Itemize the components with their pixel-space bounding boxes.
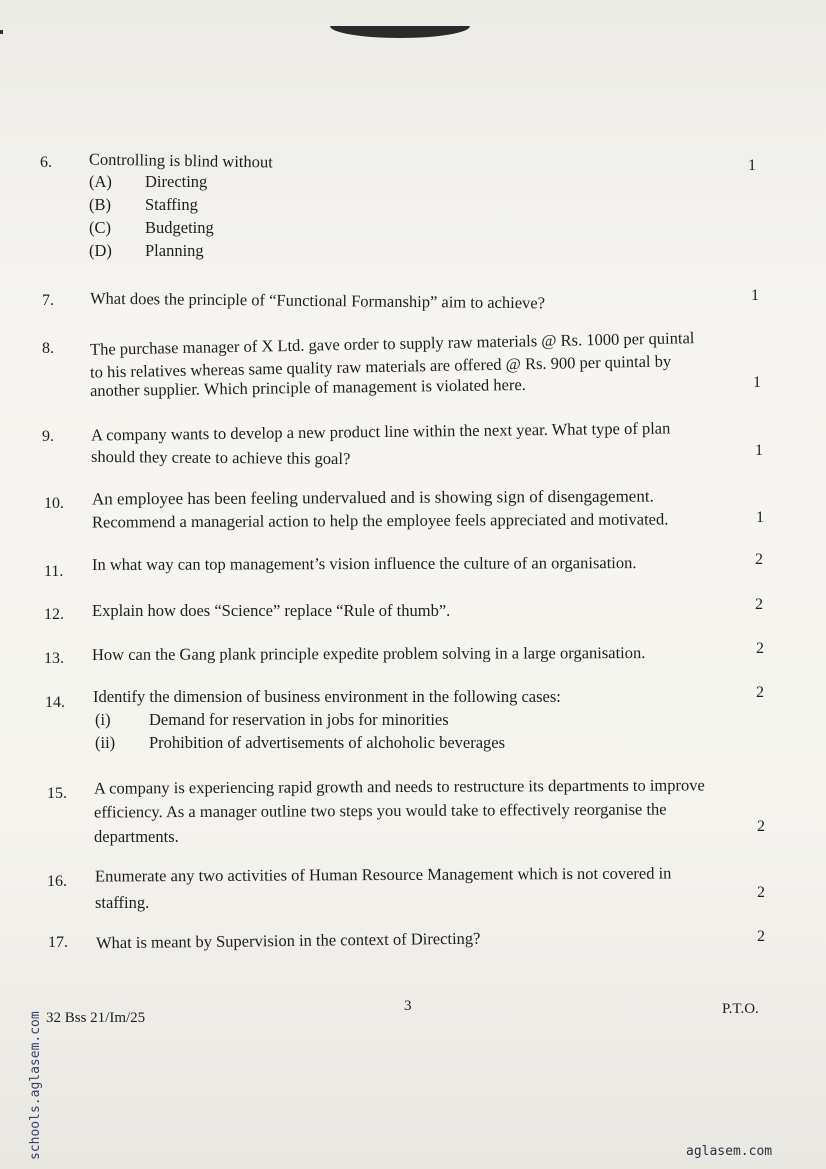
option-label: (i) (95, 710, 111, 729)
page-number: 3 (404, 998, 412, 1014)
question-number: 9. (42, 428, 54, 445)
question-marks: 2 (756, 640, 764, 657)
question-number: 16. (47, 873, 67, 890)
question-marks: 1 (755, 442, 763, 459)
question-number: 14. (45, 694, 65, 711)
question-text: Controlling is blind without (88, 149, 273, 172)
option (89, 172, 207, 192)
question-text-line: Enumerate any two activities of Human Resource Management which is not covered in (94, 863, 672, 886)
question-number: 10. (44, 495, 64, 512)
question-number: 17. (48, 934, 68, 951)
question-marks: 1 (753, 374, 761, 391)
question-number: 8. (42, 340, 54, 357)
question-text-line: departments. (94, 827, 179, 846)
option-text: Demand for reservation in jobs for minorities (149, 710, 449, 729)
question-text: Explain how does “Science” replace “Rule of thumb”. (92, 601, 451, 620)
side-watermark: schools.aglasem.com (28, 1011, 43, 1160)
option-text: Planning (145, 241, 204, 260)
question-text-line: efficiency. As a manager outline two steps you would take to effectively reorganise the (93, 799, 667, 822)
question-text-line: to his relatives whereas same quality raw materials are offered @ Rs. 900 per quintal by (89, 351, 672, 382)
question-marks: 1 (748, 157, 756, 174)
option-label: (B) (89, 195, 111, 214)
question-marks: 1 (751, 287, 759, 304)
question-number: 13. (44, 650, 64, 667)
question-text-line: The purchase manager of X Ltd. gave order to supply raw materials @ Rs. 1000 per quintal (89, 328, 695, 359)
question-number: 15. (47, 785, 67, 802)
question-text: What does the principle of “Functional Formanship” aim to achieve? (89, 288, 546, 313)
question-text: What is meant by Supervision in the context of Directing? (95, 928, 481, 953)
option-text: Staffing (145, 195, 198, 214)
option-text: Budgeting (145, 218, 214, 237)
option-label: (D) (89, 241, 112, 260)
question-number: 7. (42, 292, 54, 309)
question-marks: 2 (755, 596, 763, 613)
paper-code: 32 Bss 21/Im/25 (46, 1010, 146, 1026)
option-label: (ii) (95, 733, 116, 752)
option (95, 710, 449, 730)
page-edge-mark (0, 30, 3, 34)
question-text: In what way can top management’s vision influence the culture of an organisation. (91, 553, 637, 574)
question-marks: 2 (756, 684, 764, 701)
option-text: Prohibition of advertisements of alchoholic beverages (149, 733, 506, 752)
option-text: Directing (145, 172, 208, 191)
question-text-line: staffing. (95, 893, 150, 912)
question-marks: 2 (757, 928, 765, 945)
question-marks: 2 (755, 551, 763, 568)
option (95, 733, 505, 753)
question-text-line: should they create to achieve this goal? (90, 446, 351, 469)
question-marks: 1 (756, 509, 764, 526)
option-label: (C) (89, 218, 111, 237)
option (89, 218, 214, 238)
question-number: 12. (44, 606, 64, 623)
question-number: 11. (44, 563, 64, 580)
question-text-line: A company is experiencing rapid growth and needs to restructure its departments to improve (93, 775, 705, 798)
please-turn-over: P.T.O. (722, 1001, 759, 1017)
question-number: 6. (40, 154, 52, 171)
question-text: How can the Gang plank principle expedite problem solving in a large organisation. (91, 643, 646, 664)
option (89, 241, 204, 261)
question-text-line: An employee has been feeling undervalued and is showing sign of disengagement. (91, 486, 654, 509)
bottom-watermark: aglasem.com (686, 1144, 773, 1159)
question-text: Identify the dimension of business environment in the following cases: (93, 687, 561, 706)
question-text-line: A company wants to develop a new product line within the next year. What type of plan (90, 418, 671, 445)
question-marks: 2 (757, 884, 765, 901)
option-label: (A) (89, 172, 112, 191)
question-marks: 2 (757, 818, 765, 835)
option (89, 195, 198, 215)
question-text-line: another supplier. Which principle of management is violated here. (89, 374, 526, 401)
question-text-line: Recommend a managerial action to help the employee feels appreciated and motivated. (91, 509, 669, 532)
